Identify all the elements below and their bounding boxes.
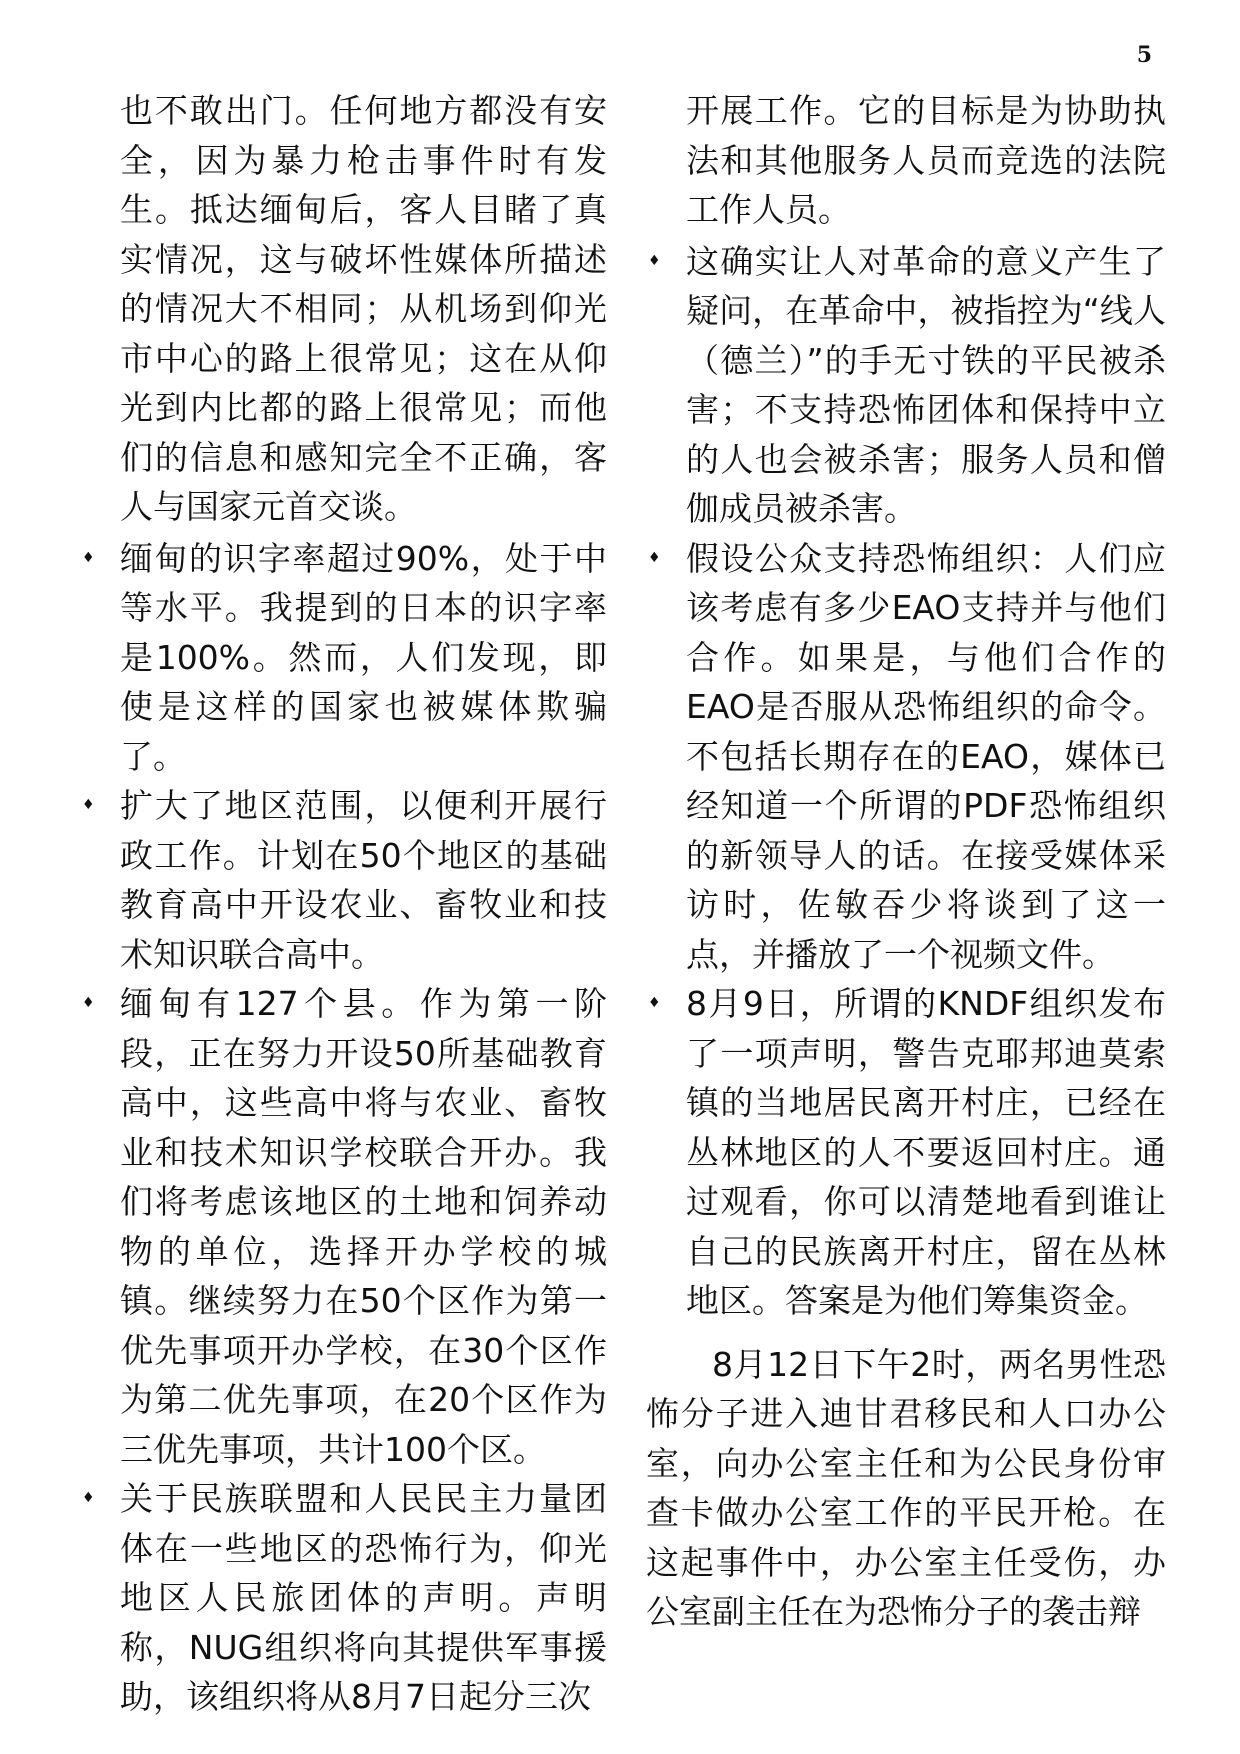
- intro-paragraph: 也不敢出门。任何地方都没有安全，因为暴力枪击事件时有发生。抵达缅甸后，客人目睹了真实情况，这与破坏性媒体所描述的情况大不相同；从机场到仰光市中心的路上很常见；这在从仰光到内比都的路上很常见；而他们的信息和感知完全不正确，客人与国家元首交谈。: [120, 91, 607, 526]
- diamond-bullet-icon: ♦: [82, 549, 95, 566]
- page-number: 5: [1136, 42, 1152, 68]
- bullet-text: 缅甸的识字率超过90%，处于中等水平。我提到的日本的识字率是100%。然而，人们发现，即使是这样的国家也被媒体欺骗了。: [120, 538, 607, 776]
- left-column: [82, 86, 607, 1722]
- bullet-item-eao: [648, 534, 1166, 980]
- bullet-item-revolution: [648, 237, 1166, 534]
- right-column: [646, 86, 1166, 1637]
- bullet-item-statement: [82, 1474, 607, 1722]
- diamond-bullet-icon: ♦: [82, 1490, 95, 1506]
- continued-paragraph: 开展工作。它的目标是为协助执法和其他服务人员而竞选的法院工作人员。: [686, 91, 1166, 229]
- bullet-text: 扩大了地区范围，以便利开展行政工作。计划在50个地区的基础教育高中开设农业、畜牧业和技术知识联合高中。: [120, 786, 607, 974]
- bullet-item-schools: [82, 979, 607, 1474]
- bullet-text: 缅甸有127个县。作为第一阶段，正在努力开设50所基础教育高中，这些高中将与农业、畜牧业和技术知识学校联合开办。我们将考虑该地区的土地和饲养动物的单位，选择开办学校的城镇。继续努力在50个区作为第一优先事项开办学校，在30个区作为第二优先事项，在20个区作为三优先事项，共计100个区。: [120, 984, 607, 1469]
- diamond-bullet-icon: ♦: [648, 252, 661, 269]
- bullet-text: 假设公众支持恐怖组织：人们应该考虑有多少EAO支持并与他们合作。如果是，与他们合作的EAO是否服从恐怖组织的命令。不包括长期存在的EAO，媒体已经知道一个所谓的PDF恐怖组织的新领导人的话。在接受媒体采访时，佐敏吞少将谈到了这一点，并播放了一个视频文件。: [686, 538, 1166, 974]
- final-paragraph: 8月12日下午2时，两名男性恐怖分子进入迪甘君移民和人口办公室，向办公室主任和为公民身份审查卡做办公室工作的平民开枪。在这起事件中，办公室主任受伤，办公室副主任在为恐怖分子的袭击辩: [646, 1344, 1166, 1631]
- diamond-bullet-icon: ♦: [648, 549, 661, 566]
- diamond-bullet-icon: ♦: [82, 797, 95, 813]
- bullet-item-districts: [82, 781, 607, 979]
- bullet-text: 关于民族联盟和人民民主力量团体在一些地区的恐怖行为，仰光地区人民旅团体的声明。声明称，NUG组织将向其提供军事援助，该组织将从8月7日起分三次: [120, 1479, 607, 1716]
- bullet-text: 8月9日，所谓的KNDF组织发布了一项声明，警告克耶邦迪莫索镇的当地居民离开村庄，已经在丛林地区的人不要返回村庄。通过观看，你可以清楚地看到谁让自己的民族离开村庄，留在丛林地区。答案是为他们筹集资金。: [686, 984, 1166, 1320]
- diamond-bullet-icon: ♦: [648, 995, 661, 1011]
- diamond-bullet-icon: ♦: [82, 995, 95, 1011]
- bullet-text: 这确实让人对革命的意义产生了疑问，在革命中，被指控为“线人（德兰）”的手无寸铁的平民被杀害；不支持恐怖团体和保持中立的人也会被杀害；服务人员和僧伽成员被杀害。: [686, 241, 1166, 528]
- bullet-item-kndf: [648, 979, 1166, 1326]
- bullet-item-literacy: [82, 534, 607, 782]
